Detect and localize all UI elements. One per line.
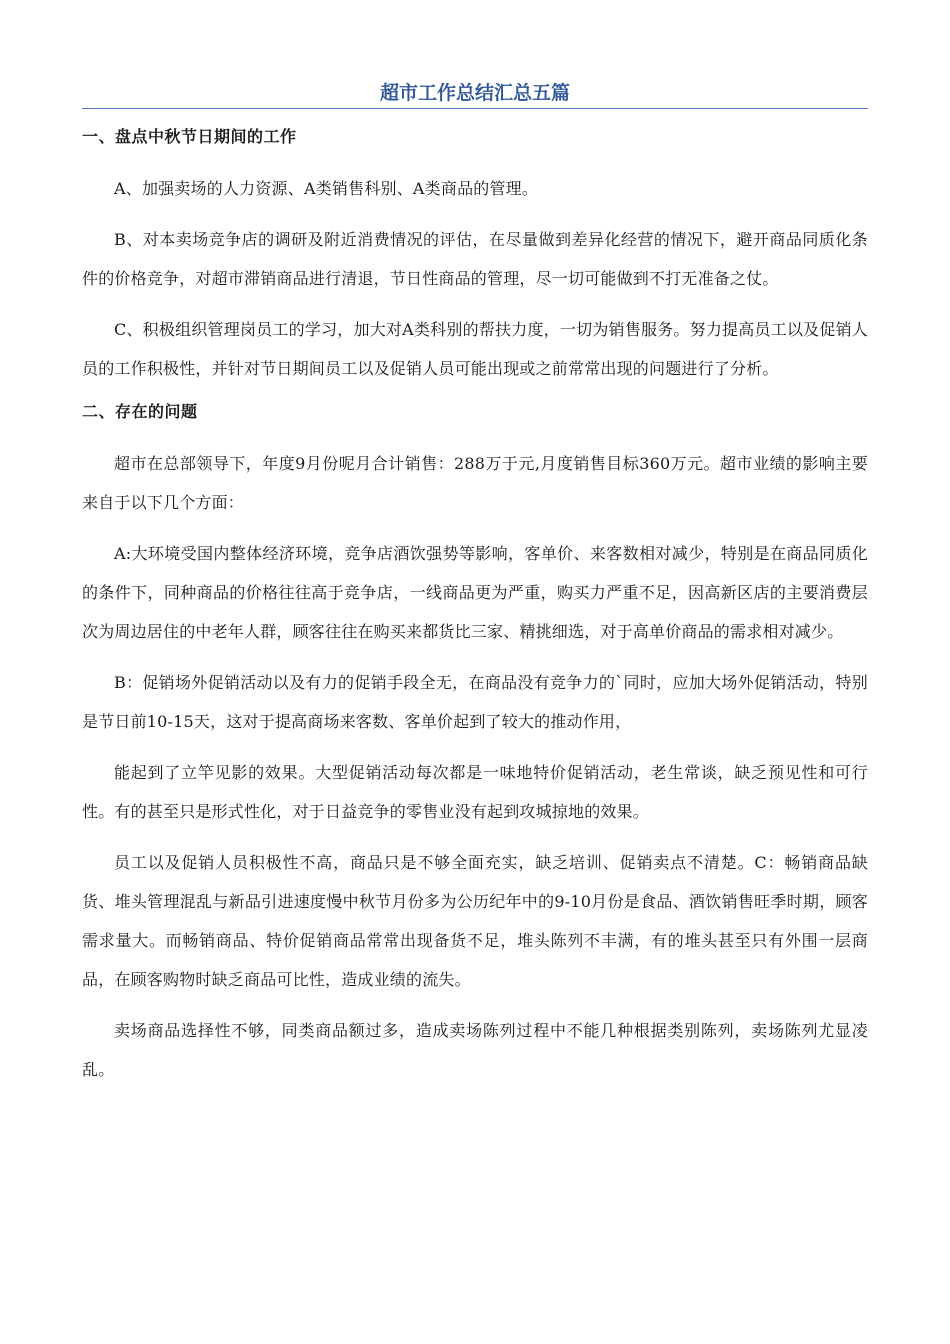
document-page [82,78,868,1101]
title-divider [82,108,868,109]
paragraph-1c: C、积极组织管理岗员工的学习，加大对A类科别的帮扶力度，一切为销售服务。努力提高员工以及促销人员的工作积极性，并针对节日期间员工以及促销人员可能出现或之前常常出现的问题进行了分析。 [82,320,868,378]
document-title: 超市工作总结汇总五篇 [379,82,570,104]
paragraph-1a: A、加强卖场的人力资源、A类销售科别、A类商品的管理。 [114,179,539,198]
paragraph-1b: B、对本卖场竞争店的调研及附近消费情况的评估，在尽量做到差异化经营的情况下，避开商品同质化条件的价格竞争，对超市滞销商品进行清退，节日性商品的管理，尽一切可能做到不打无准备之仗。 [82,230,868,288]
paragraph-2a: 超市在总部领导下，年度9月份呢月合计销售：288万于元,月度销售目标360万元。超市业绩的影响主要来自于以下几个方面： [82,454,868,512]
paragraph-2e: 员工以及促销人员积极性不高，商品只是不够全面充实，缺乏培训、促销卖点不清楚。C：畅销商品缺货、堆头管理混乱与新品引进速度慢中秋节月份多为公历纪年中的9-10月份是食品、酒饮销售旺季时期，顾客需求量大。而畅销商品、特价促销商品常常出现备货不足，堆头陈列不丰满，有的堆头甚至只有外围一层商品，在顾客购物时缺乏商品可比性，造成业绩的流失。 [82,853,868,989]
paragraph-2f: 卖场商品选择性不够，同类商品额过多，造成卖场陈列过程中不能几种根据类别陈列，卖场陈列尤显凌乱。 [82,1021,868,1079]
paragraph-2c: B：促销场外促销活动以及有力的促销手段全无，在商品没有竞争力的`同时，应加大场外促销活动，特别是节日前10-15天，这对于提高商场来客数、客单价起到了较大的推动作用， [82,673,868,731]
paragraph-2b: A:大环境受国内整体经济环境，竞争店酒饮强势等影响，客单价、来客数相对减少，特别是在商品同质化的条件下，同种商品的价格往往高于竞争店，一线商品更为严重，购买力严重不足，因高新区店的主要消费层次为周边居住的中老年人群，顾客往往在购买来都货比三家、精挑细选，对于高单价商品的需求相对减少。 [82,544,868,641]
paragraph-2d: 能起到了立竿见影的效果。大型促销活动每次都是一味地特价促销活动，老生常谈，缺乏预见性和可行性。有的甚至只是形式性化，对于日益竞争的零售业没有起到攻城掠地的效果。 [82,763,868,821]
section-heading-2: 二、存在的问题 [82,402,198,421]
section-heading-1: 一、盘点中秋节日期间的工作 [82,127,297,146]
